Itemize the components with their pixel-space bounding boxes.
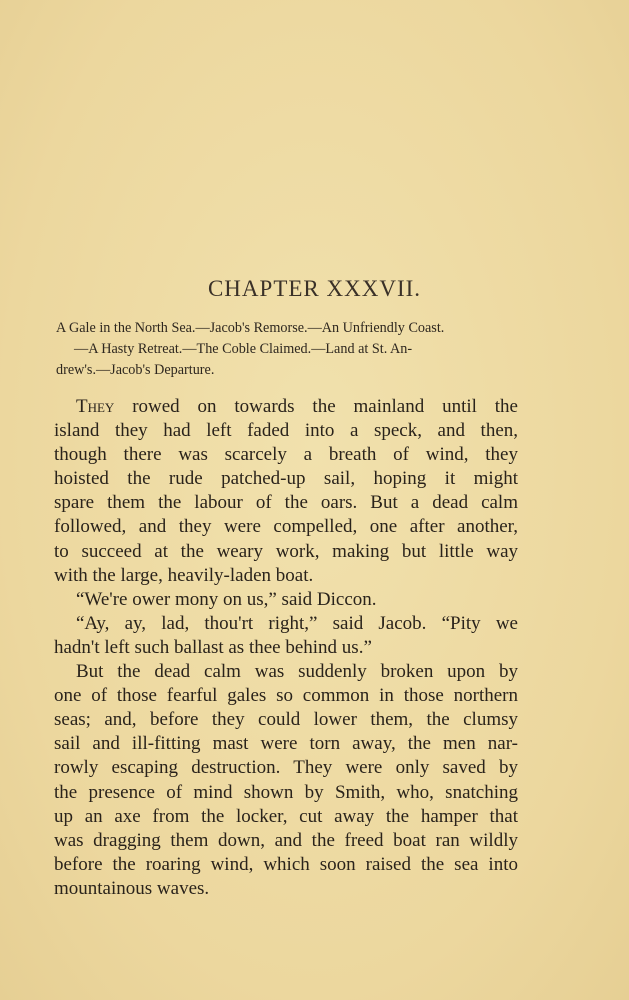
body-line: up an axe from the locker, cut away the hamper that: [54, 805, 518, 827]
body-line: They rowed on towards the mainland until the: [76, 396, 518, 417]
body-line: But the dead calm was suddenly broken upon by: [76, 661, 518, 683]
body-line: spare them the labour of the oars. But a dead calm: [54, 492, 518, 514]
body-line: though there was scarcely a breath of wind, they: [54, 444, 518, 466]
body-line: mountainous waves.: [54, 877, 210, 899]
summary-line: drew's.—Jacob's Departure.: [56, 362, 215, 378]
body-line: seas; and, before they could lower them, the clumsy: [54, 709, 518, 731]
body-line: to succeed at the weary work, making but little way: [54, 540, 518, 562]
body-line: followed, and they were compelled, one after another,: [54, 516, 518, 538]
body-line: rowly escaping destruction. They were only saved by: [54, 757, 518, 779]
chapter-body: [54, 395, 518, 901]
body-line: hadn't left such ballast as thee behind us.”: [54, 636, 372, 658]
body-line: “We're ower mony on us,” said Diccon.: [76, 588, 377, 610]
drop-word: They: [76, 396, 115, 417]
chapter-summary: [56, 318, 518, 381]
body-line: was dragging them down, and the freed boat ran wildly: [54, 829, 518, 851]
body-line: the presence of mind shown by Smith, who, snatching: [54, 781, 518, 803]
body-line: hoisted the rude patched-up sail, hoping it might: [54, 468, 518, 490]
summary-line: A Gale in the North Sea.—Jacob's Remorse.—An Unfriendly Coast.: [56, 320, 445, 336]
summary-line: —A Hasty Retreat.—The Coble Claimed.—Land at St. An-: [74, 341, 413, 357]
body-line: sail and ill-fitting mast were torn away, the men nar-: [54, 733, 518, 755]
body-line: one of those fearful gales so common in those northern: [54, 685, 518, 707]
chapter-title: CHAPTER XXXVII.: [207, 276, 422, 301]
body-line: island they had left faded into a speck, and then,: [54, 420, 518, 442]
body-line: before the roaring wind, which soon raised the sea into: [54, 853, 518, 875]
body-line: with the large, heavily-laden boat.: [54, 564, 314, 586]
body-line: “Ay, ay, lad, thou'rt right,” said Jacob. “Pity we: [76, 612, 518, 634]
